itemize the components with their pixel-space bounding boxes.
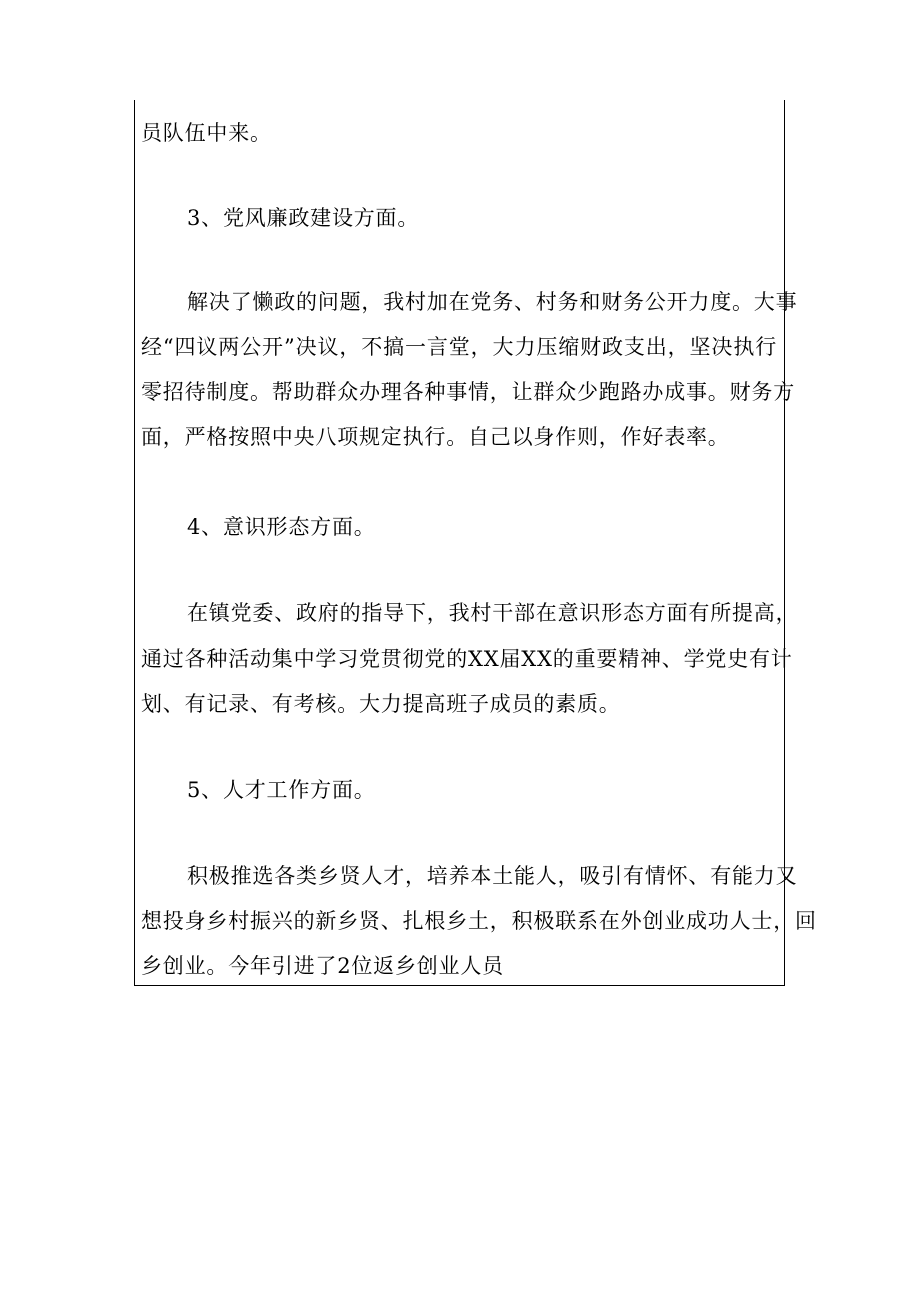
section-heading-party-conduct: 3、党风廉政建设方面。 xyxy=(187,206,420,230)
text-line: 员队伍中来。 xyxy=(141,121,272,145)
section-heading-talent: 5、人才工作方面。 xyxy=(187,778,376,802)
text-line: 解决了懒政的问题，我村加在党务、村务和财务公开力度。大事 xyxy=(187,290,798,314)
text-line: 想投身乡村振兴的新乡贤、扎根乡土，积极联系在外创业成功人士，回 xyxy=(141,909,817,933)
text-line: 经“四议两公开”决议，不搞一言堂，大力压缩财政支出，坚决执行 xyxy=(141,335,777,359)
text-line: 乡创业。今年引进了2位返乡创业人员 xyxy=(141,954,504,978)
text-line: 积极推选各类乡贤人才，培养本土能人，吸引有情怀、有能力又 xyxy=(187,864,798,888)
text-line: 划、有记录、有考核。大力提高班子成员的素质。 xyxy=(141,692,621,716)
section-heading-ideology: 4、意识形态方面。 xyxy=(187,515,376,539)
text-line: 零招待制度。帮助群众办理各种事情，让群众少跑路办成事。财务方 xyxy=(141,380,795,404)
text-line: 面，严格按照中央八项规定执行。自己以身作则，作好表率。 xyxy=(141,425,730,449)
text-line: 在镇党委、政府的指导下，我村干部在意识形态方面有所提高， xyxy=(187,601,798,625)
text-line: 通过各种活动集中学习党贯彻党的XX届XX的重要精神、学党史有计 xyxy=(141,647,793,671)
document-table-cell xyxy=(134,100,817,986)
